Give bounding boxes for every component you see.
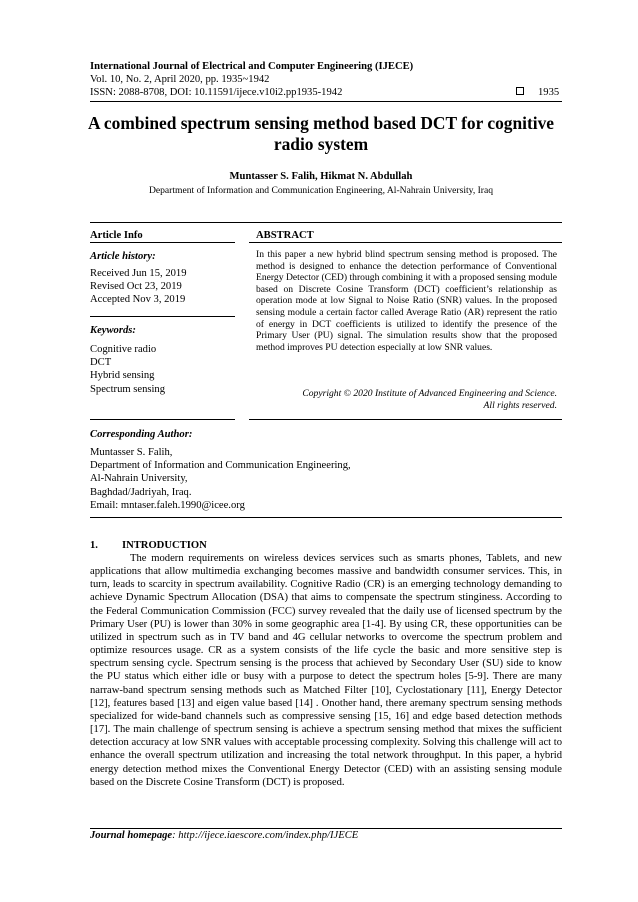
footer-rule [90,828,562,829]
history-item: Accepted Nov 3, 2019 [90,294,186,306]
introduction-heading [90,540,207,551]
homepage-label: Journal homepage [90,830,173,841]
keyword: DCT [90,357,112,369]
author-line: Muntasser S. Falih, [90,447,173,458]
journal-name: International Journal of Electrical and Computer Engineering (IJECE) [90,61,414,72]
section-title: INTRODUCTION [121,540,207,551]
title-line: radio system [273,134,369,154]
author-line: Department of Information and Communication Engineering, [90,460,351,472]
article-info-rule [90,242,235,243]
article-info-heading: Article Info [90,230,143,241]
keyword: Cognitive radio [90,344,157,355]
article-history-list [90,267,187,307]
copyright-line: Copyright © 2020 Institute of Advanced Engineering and Science. [302,388,557,399]
keyword: Spectrum sensing [90,383,166,395]
affiliation: Department of Information and Communication Engineering, Al-Nahrain University, Iraq [148,185,494,196]
keyword: Hybrid sensing [90,370,155,382]
paper-title [70,113,572,155]
author-email: Email: mntaser.faleh.1990@icee.org [90,499,245,511]
corresponding-bottom-rule [90,517,562,518]
journal-homepage [90,830,358,841]
page-number: 1935 [538,87,560,98]
abstract-text: In this paper a new hybrid blind spectrum sensing method is proposed. The method is designed to enhance the detection performance of Conventional Energy Detector (CED) through combining it with a proposed sensing module based on Discrete Cosine Transform (DCT) coefficient’s relationship as operation mode at low Signal to Noise Ratio (SNR) values. In the proposed sensing module a certain factor called Average Ratio (AR) represent the ratio of energy in DCT coefficients is utilized to identify the presence of the Primary User (PU) signal. The simulation results show that the proposed method improves PU detection especially at low SNR values. [256,249,557,353]
page-number-block [516,87,559,98]
article-history-heading: Article history: [90,251,156,262]
section-number: 1. [90,540,98,551]
volume-info: Vol. 10, No. 2, April 2020, pp. 1935~1942 [90,74,270,85]
history-item: Received Jun 15, 2019 [90,268,187,279]
issn-doi: ISSN: 2088-8708, DOI: 10.11591/ijece.v10i2.pp1935-1942 [90,87,343,98]
info-bottom-rule [90,419,235,420]
keywords-list [90,343,165,396]
square-box-icon [516,87,524,95]
keywords-heading: Keywords: [90,325,136,336]
copyright [256,388,557,412]
copyright-line: All rights reserved. [483,400,557,411]
title-line: A combined spectrum sensing method based DCT for cognitive [87,113,555,133]
abstract-heading: ABSTRACT [256,230,314,241]
corresponding-author-details [90,446,351,512]
abstract-rule [249,242,562,243]
authors: Muntasser S. Falih, Hikmat N. Abdullah [229,171,413,182]
homepage-link[interactable]: : http://ijece.iaescore.com/index.php/IJECE [172,830,359,841]
abstract-bottom-rule [249,419,562,420]
history-item: Revised Oct 23, 2019 [90,281,182,293]
history-rule [90,316,235,317]
author-line: Al-Nahrain University, [90,473,188,485]
corresponding-author-heading: Corresponding Author: [90,429,193,440]
top-rule [90,222,562,223]
header-rule [90,101,562,102]
introduction-text: The modern requirements on wireless devices services such as smarts phones, Tablets, and new applications that allow multimedia exchanging becomes massive and bandwidth consumer services. This, in turn, leads to scarcity in spectrum availability. Cognitive Radio (CR) is an emerging technology demanding to achieve Dynamic Spectrum Allocation (DSA) that aims to compensate the spectrum stinginess. According to the Federal Communication Commission (FCC) survey revealed that the daily use of licensed spectrum by the Primary User (PU) is lower than 30% in some geographic area [1-4]. By using CR, these opportunities can be utilized in spectrum such as in TV band and 4G cellular networks to overcome the spectrum problem and optimize resources usage. CR as a system consists of the life cycle the basic and more sensitive step is spectrum sensing cycle. Spectrum sensing is the process that achieved by Secondary User (SU) side to know the PU status which either idle or busy with a purpose to detect the spectrum holes [5-9]. There are many narraw-band spectrum sensing methods such as Matched Filter [10], Cyclostationary [11], Energy Detector [12], features based [13] and eigen value based [14] . Onother hand, there aremany spectrum sensing methods specialized for wide-band channels such as compressive sensing [15, 16] and edge based detection methods [17]. The main challenge of spectrum sensing is achieve a spectrum sensing method that mixes the sufficient detection accuracy at low SNR values with acceptable processing complexity. Solving this challenge will act to enhance the overall spectrum utilization and increasing the total network throughput. In this paper, a hybrid energy detection method mixes the Conventional Energy Detector (CED) with an assisting sensing module based on the Discrete Cosine Transform (DCT) is proposed. [90,553,562,788]
author-line: Baghdad/Jadriyah, Iraq. [90,486,192,498]
